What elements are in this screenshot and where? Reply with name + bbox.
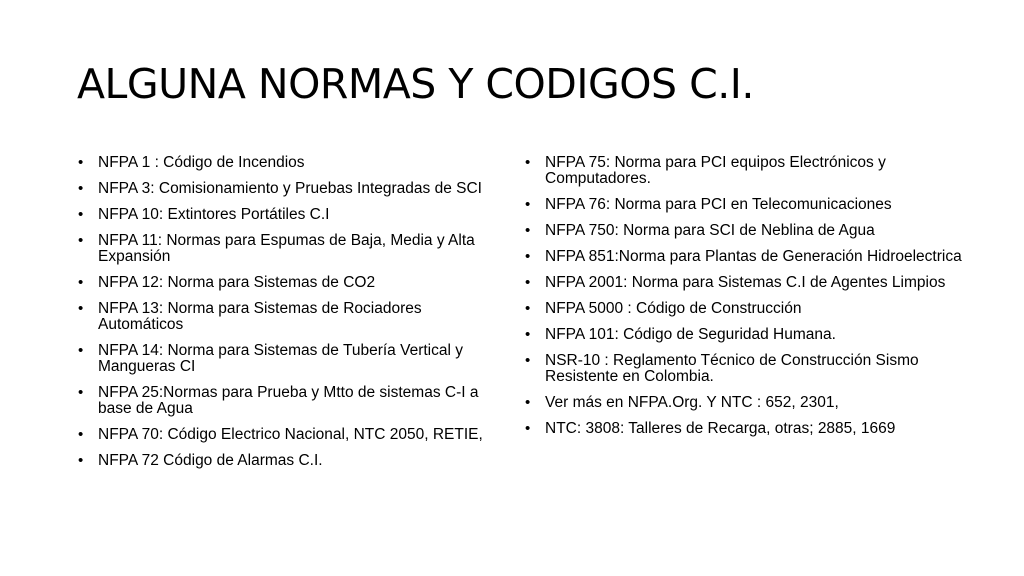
bullet-icon: •: [78, 274, 84, 291]
list-item: [525, 327, 965, 343]
list-item-text: NFPA 76: Norma para PCI en Telecomunicaciones: [545, 196, 892, 213]
list-item-text: NFPA 750: Norma para SCI de Neblina de Agua: [545, 222, 875, 239]
bullet-icon: •: [78, 342, 84, 359]
list-item: [525, 249, 965, 265]
bullet-icon: •: [525, 274, 531, 291]
list-item: [525, 301, 965, 317]
list-item: [78, 453, 498, 469]
list-item: [525, 353, 965, 385]
bullet-icon: •: [525, 326, 531, 343]
left-bullet-list: [78, 155, 498, 479]
list-item: [78, 155, 498, 171]
bullet-icon: •: [78, 452, 84, 469]
list-item: [78, 427, 498, 443]
list-item-text: NFPA 5000 : Código de Construcción: [545, 300, 802, 317]
slide-title: ALGUNA NORMAS Y CODIGOS C.I.: [77, 60, 754, 108]
bullet-icon: •: [78, 232, 84, 249]
bullet-icon: •: [78, 206, 84, 223]
bullet-icon: •: [525, 222, 531, 239]
bullet-icon: •: [525, 196, 531, 213]
bullet-icon: •: [525, 300, 531, 317]
list-item-text: NFPA 11: Normas para Espumas de Baja, Media y Alta Expansión: [98, 232, 475, 265]
bullet-icon: •: [78, 180, 84, 197]
list-item-text: NFPA 3: Comisionamiento y Pruebas Integradas de SCI: [98, 180, 482, 197]
list-item: [525, 275, 965, 291]
list-item-text: NFPA 12: Norma para Sistemas de CO2: [98, 274, 376, 291]
list-item: [525, 421, 965, 437]
list-item: [525, 223, 965, 239]
list-item: [525, 197, 965, 213]
bullet-icon: •: [525, 154, 531, 171]
bullet-icon: •: [78, 300, 84, 317]
list-item: [78, 385, 498, 417]
list-item-text: NFPA 1 : Código de Incendios: [98, 154, 305, 171]
bullet-icon: •: [525, 420, 531, 437]
list-item: [78, 233, 498, 265]
list-item-text: NFPA 10: Extintores Portátiles C.I: [98, 206, 330, 223]
list-item: [78, 301, 498, 333]
list-item-text: NFPA 70: Código Electrico Nacional, NTC 2050, RETIE,: [98, 426, 483, 443]
list-item-text: NFPA 75: Norma para PCI equipos Electrónicos y Computadores.: [545, 154, 886, 187]
bullet-icon: •: [525, 248, 531, 265]
list-item: [78, 207, 498, 223]
list-item-text: Ver más en NFPA.Org. Y NTC : 652, 2301,: [545, 394, 839, 411]
list-item-text: NSR-10 : Reglamento Técnico de Construcción Sismo Resistente en Colombia.: [545, 352, 919, 385]
list-item-text: NFPA 101: Código de Seguridad Humana.: [545, 326, 836, 343]
list-item: [525, 395, 965, 411]
list-item-text: NFPA 14: Norma para Sistemas de Tubería Vertical y Mangueras CI: [98, 342, 463, 375]
list-item: [78, 343, 498, 375]
list-item-text: NFPA 72 Código de Alarmas C.I.: [98, 452, 323, 469]
bullet-icon: •: [525, 352, 531, 369]
bullet-icon: •: [525, 394, 531, 411]
list-item-text: NFPA 13: Norma para Sistemas de Rociadores Automáticos: [98, 300, 422, 333]
list-item-text: NFPA 2001: Norma para Sistemas C.I de Agentes Limpios: [545, 274, 946, 291]
right-bullet-list: [525, 155, 965, 447]
bullet-icon: •: [78, 154, 84, 171]
list-item: [78, 275, 498, 291]
list-item: [525, 155, 965, 187]
list-item: [78, 181, 498, 197]
bullet-icon: •: [78, 426, 84, 443]
bullet-icon: •: [78, 384, 84, 401]
list-item-text: NTC: 3808: Talleres de Recarga, otras; 2885, 1669: [545, 420, 896, 437]
list-item-text: NFPA 25:Normas para Prueba y Mtto de sistemas C-I a base de Agua: [98, 384, 479, 417]
list-item-text: NFPA 851:Norma para Plantas de Generación Hidroelectrica: [545, 248, 962, 265]
